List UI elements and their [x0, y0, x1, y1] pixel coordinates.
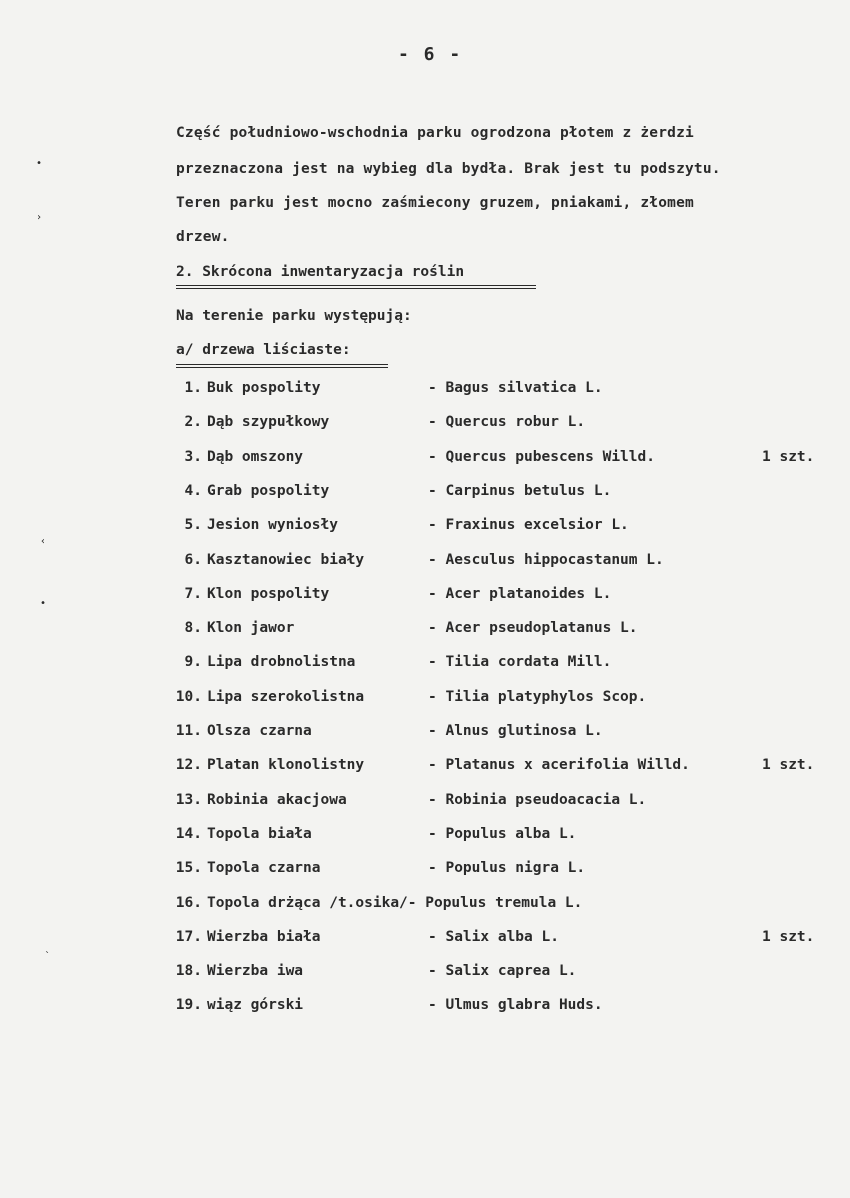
polish-name: Robinia akacjowa — [207, 791, 347, 808]
quantity: 1 szt. — [762, 757, 815, 774]
item-number: 15. — [175, 860, 202, 877]
polish-name: Platan klonolistny — [207, 757, 365, 774]
list-item — [160, 552, 850, 574]
margin-dot: • — [40, 598, 47, 609]
latin-name: - Populus nigra L. — [428, 860, 586, 877]
item-number: 13. — [175, 791, 202, 808]
list-item — [160, 586, 850, 608]
polish-name: Olsza czarna — [207, 723, 312, 739]
polish-name: Klon pospolity — [207, 585, 330, 602]
list-item — [160, 997, 850, 1019]
margin-mark: ‹ — [40, 536, 47, 547]
latin-name: - Salix caprea L. — [428, 963, 577, 980]
polish-name: Klon jawor — [207, 620, 295, 637]
polish-name: Buk pospolity — [207, 380, 321, 396]
item-number: 2. — [184, 414, 202, 431]
list-item — [160, 929, 850, 951]
list-item — [160, 517, 850, 539]
item-number: 11. — [175, 723, 202, 739]
subheading-underline — [176, 364, 388, 365]
polish-name: Lipa drobnolistna — [207, 654, 356, 671]
paragraph-line: Część południowo-wschodnia parku ogrodzona płotem z żerdzi — [176, 125, 694, 141]
latin-name: - Salix alba L. — [428, 928, 559, 945]
item-number: 9. — [184, 654, 202, 671]
list-item — [160, 895, 850, 917]
latin-name: - Carpinus betulus L. — [428, 482, 612, 499]
list-item — [160, 689, 850, 711]
item-number: 3. — [184, 448, 202, 465]
paragraph-line: przeznaczona jest na wybieg dla bydła. Brak jest tu podszytu. — [176, 161, 721, 177]
list-item — [160, 723, 850, 745]
polish-name: wiąz górski — [207, 997, 304, 1014]
list-item — [160, 414, 850, 436]
margin-mark: ˎ — [44, 942, 51, 953]
item-number: 5. — [184, 517, 202, 534]
latin-name: - Tilia cordata Mill. — [428, 654, 612, 671]
item-number: 7. — [184, 585, 202, 602]
latin-name: - Bagus silvatica L. — [428, 380, 603, 396]
item-number: 18. — [175, 963, 202, 980]
polish-name: Wierzba biała — [207, 928, 321, 945]
list-item — [160, 963, 850, 985]
list-item — [160, 792, 850, 814]
latin-name: - Populus alba L. — [428, 825, 577, 842]
latin-name: - Acer platanoides L. — [428, 585, 612, 602]
list-item — [160, 449, 850, 471]
list-item — [160, 860, 850, 882]
quantity: 1 szt. — [762, 928, 815, 945]
paragraph-line: Teren parku jest mocno zaśmiecony gruzem, pniakami, złomem — [176, 195, 694, 211]
polish-name: Grab pospolity — [207, 482, 330, 499]
polish-name: Topola drżąca /t.osika/- Populus tremula L. — [207, 894, 583, 911]
item-number: 14. — [175, 825, 202, 842]
list-item — [160, 826, 850, 848]
latin-name: - Quercus robur L. — [428, 414, 586, 431]
intro-text: Na terenie parku występują: — [176, 308, 412, 324]
item-number: 19. — [175, 997, 202, 1014]
subheading: a/ drzewa liściaste: — [176, 342, 351, 358]
latin-name: - Tilia platyphylos Scop. — [428, 688, 647, 705]
polish-name: Kasztanowiec biały — [207, 551, 365, 568]
latin-name: - Acer pseudoplatanus L. — [428, 620, 638, 637]
item-number: 17. — [175, 928, 202, 945]
margin-mark: › — [36, 212, 43, 223]
polish-name: Topola biała — [207, 825, 312, 842]
section-heading-underline-2 — [176, 288, 536, 289]
polish-name: Dąb szypułkowy — [207, 414, 330, 431]
list-item — [160, 654, 850, 676]
page-number: - 6 - — [398, 44, 463, 65]
list-item — [160, 620, 850, 642]
item-number: 4. — [184, 482, 202, 499]
latin-name: - Fraxinus excelsior L. — [428, 517, 629, 534]
item-number: 6. — [184, 551, 202, 568]
polish-name: Jesion wyniosły — [207, 517, 338, 534]
polish-name: Topola czarna — [207, 860, 321, 877]
item-number: 8. — [184, 620, 202, 637]
latin-name: - Aesculus hippocastanum L. — [428, 551, 664, 568]
section-heading: 2. Skrócona inwentaryzacja roślin — [176, 264, 465, 280]
list-item — [160, 380, 850, 402]
latin-name: - Ulmus glabra Huds. — [428, 997, 603, 1014]
item-number: 12. — [175, 757, 202, 774]
latin-name: - Alnus glutinosa L. — [428, 723, 603, 739]
quantity: 1 szt. — [762, 448, 815, 465]
polish-name: Wierzba iwa — [207, 963, 304, 980]
latin-name: - Robinia pseudoacacia L. — [428, 791, 647, 808]
list-item — [160, 483, 850, 505]
polish-name: Lipa szerokolistna — [207, 688, 365, 705]
latin-name: - Quercus pubescens Willd. — [428, 448, 655, 465]
margin-dot: • — [36, 158, 43, 169]
subheading-underline-2 — [176, 367, 388, 368]
item-number: 1. — [184, 380, 202, 396]
item-number: 16. — [175, 894, 202, 911]
paragraph-line: drzew. — [176, 229, 230, 245]
list-item — [160, 757, 850, 779]
latin-name: - Platanus x acerifolia Willd. — [428, 757, 690, 774]
item-number: 10. — [175, 688, 202, 705]
polish-name: Dąb omszony — [207, 448, 304, 465]
section-heading-underline — [176, 285, 536, 286]
